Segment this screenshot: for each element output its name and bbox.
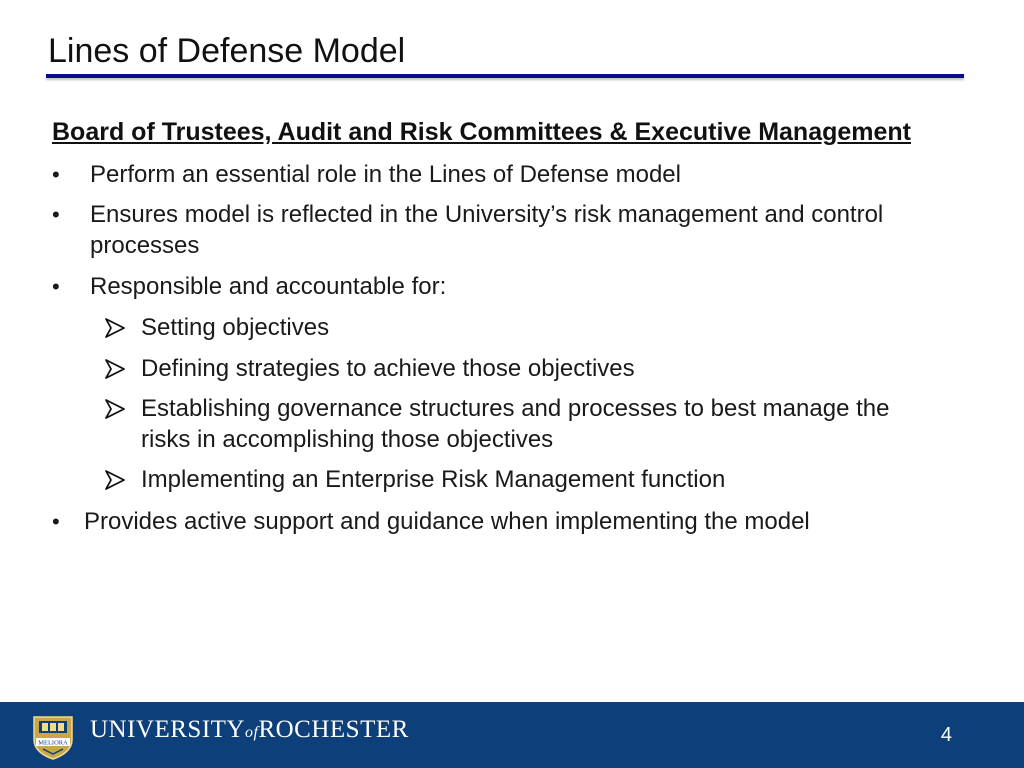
sub-bullet-item-continuation: risks in accomplishing those objectives: [141, 426, 554, 453]
arrow-bullet-icon: [104, 467, 126, 493]
section-heading: Board of Trustees, Audit and Risk Committees & Executive Management: [52, 118, 911, 146]
sub-bullet-item: Implementing an Enterprise Risk Management function: [141, 466, 726, 493]
bullet-item-continuation: processes: [90, 232, 200, 259]
arrow-bullet-icon: [104, 356, 126, 382]
bullet-marker: •: [52, 274, 60, 299]
bullet-item: Ensures model is reflected in the University’s risk management and control: [90, 201, 884, 228]
wordmark-of: of: [245, 724, 259, 741]
page-number: 4: [940, 724, 952, 746]
footer-bar: [0, 702, 1024, 768]
arrow-bullet-icon: [104, 315, 126, 341]
university-seal-logo: [30, 714, 76, 760]
title-rule: [46, 74, 964, 78]
bullet-marker: •: [52, 509, 60, 534]
bullet-item: Responsible and accountable for:: [90, 273, 447, 300]
sub-bullet-item: Setting objectives: [141, 314, 330, 341]
wordmark-university: UNIVERSITY: [90, 716, 245, 743]
slide-title: Lines of Defense Model: [48, 32, 406, 70]
wordmark-rochester: ROCHESTER: [258, 716, 409, 743]
sub-bullet-item: Establishing governance structures and processes to best manage the: [141, 395, 890, 422]
arrow-bullet-icon: [104, 396, 126, 422]
bullet-marker: •: [52, 162, 60, 187]
bullet-item: Provides active support and guidance when implementing the model: [84, 508, 810, 535]
sub-bullet-item: Defining strategies to achieve those objectives: [141, 355, 635, 382]
university-wordmark: [90, 716, 409, 744]
seal-text: MELIORA: [38, 739, 68, 747]
bullet-marker: •: [52, 202, 60, 227]
bullet-item: Perform an essential role in the Lines of Defense model: [90, 161, 681, 188]
